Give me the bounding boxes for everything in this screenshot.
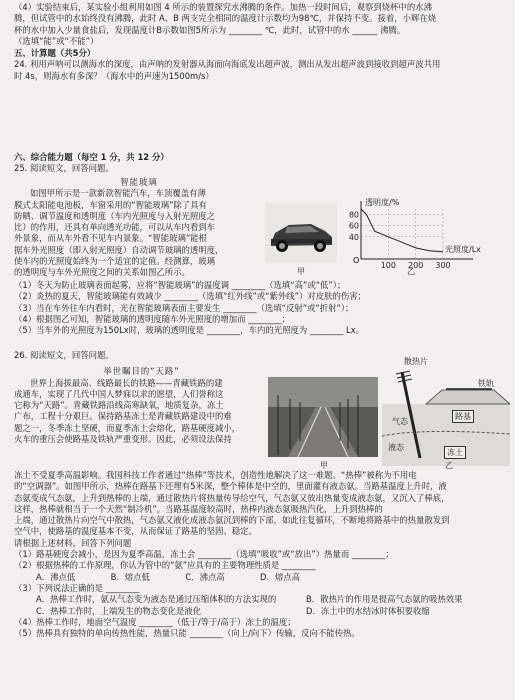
q26-para2-line: 空气中，使路基的温度基本不变，从而保证了路基的坚固、稳定。 [14,526,257,537]
q4-line4: （选填“能”或“不能”） [14,35,99,46]
q24-line2: 时 4s，则海水有多深？（海水中的声速为1500m/s） [14,70,214,81]
heat-pipe-diagram [382,358,510,466]
q25-para-line: 据车外光照度（即入射光照度）自动调节玻璃的透明度， [14,244,224,255]
q25-intro: 25. 阅读短文，回答问题。 [14,163,114,174]
caption-yi: 乙 [407,267,415,276]
q4-line1: （4）实验结束后，某实验小组利用如图 4 所示的装置探究水沸腾的条件。加热一段时间后，观察到烧杯中的水沸 [14,2,432,12]
label-liquid: 液态 [388,443,404,452]
q26-ask: 请根据上述材料，回答下列问题 [14,537,132,548]
q25-item: （4）根据图乙可知，智能玻璃的透明度随车外光照度的增加而 ________； [14,313,290,324]
q25-para-line: 的透明度与车外光照度之间的关系如图乙所示。 [14,267,190,278]
y-tick-label: 40 [348,232,359,242]
x-tick-label: 200 [408,261,424,270]
chart-xlabel: 光照度/Lx [445,245,481,254]
y-tick-label: 80 [348,210,359,220]
transparency-graph [345,197,495,272]
q25-item: （2）炎热的夏天，智能玻璃能有效减少 ________（选填“红外线”或“紫外线”）对皮肤的伤害； [14,291,366,302]
label-gas: 气态 [392,417,408,426]
q26-para2-line: 态氨变成气态氨，上升到热棒的上端，通过散热片将热量传导给空气，气态氨又放出热量变成液态氨，又沉入了棒底， [14,492,450,503]
q26-para-line: 成通车，实现了几代中国人梦寐以求的愿望，人们誉称这 [14,388,224,399]
q25-para-line: 外景象，而从车外看不见车内景象。“智能玻璃”能根 [14,233,207,244]
question-4 [14,2,508,47]
q26-para-line: 火车的重压会使路基及铁轨严重变形。因此，必须设法保持 [14,434,232,445]
section-5 [14,48,508,82]
q25-para-line: 如图甲所示是一款新款智能汽车，车顶覆盖有薄 [30,188,206,199]
q25-questions [14,280,508,336]
q26-item: （3）下列说法正确的是 ________ [14,582,140,593]
q25-passage [14,177,264,279]
railway-photo [268,377,378,457]
section-6 [14,152,508,175]
q26-item-5: （5）热棒具有独特的单向传热性能，热量只能 ________（向上/向下）传输，反向不能传热。 [14,628,360,639]
q3-option-c[interactable]: C．热棒工作时，上端发生的物态变化是液化 [36,605,201,616]
q26-para2-line: 的“空调器”。如图甲所示，热棒在路基下还埋有5米深，整个棒体是中空的，里面灌有液态氨。当路基温度上升时，液 [14,481,447,492]
option-b[interactable]: B．熔点低 [110,571,150,582]
label-fin: 散热片 [404,357,428,366]
y-tick-label: 60 [348,221,359,231]
q26-item: （2）根据热棒的工作原理，你认为管中的“氨”应具有的主要物理性质是 ________ [14,560,316,571]
q26-passage-cont [14,470,508,639]
car-photo [265,203,337,263]
transparency-chart [345,197,495,272]
label-roadbed: 路基 [452,410,474,423]
label-permafrost: 冻土 [444,446,466,459]
x-tick-label: 100 [380,261,396,270]
q25-title: 智能玻璃 [120,177,158,187]
option-a[interactable]: A．沸点低 [36,571,76,582]
chart-origin: O [353,256,360,265]
transparency-curve [361,209,443,252]
x-tick-label: 300 [435,261,451,270]
diagram-caption-yi: 乙 [445,461,453,470]
chart-ylabel: 透明度/% [365,198,400,207]
label-rail: 铁轨 [478,379,494,388]
section-6-heading: 六、综合能力题（每空 1 分，共 12 分） [14,152,169,162]
q25-item: （5）当车外的光照度为150Lx时，玻璃的透明度是 ________，车内的光照度为 ________ Lx。 [14,325,365,336]
q26-para-line: 广布，工程十分艰巨。保持路基冻土是青藏铁路建设中的难 [14,411,232,422]
q25-para-line: 使车内的光照度始终为一个适宜的定值。经测算，玻璃 [14,256,215,267]
option-c[interactable]: C．沸点高 [185,571,225,582]
q3-option-a[interactable]: A．热棒工作时，氨从气态变为液态是通过压缩体积的方法实现的 [36,594,277,605]
q26-passage [14,350,269,445]
q26-para-line: 它称为“天路”。青藏铁路沿线高寒缺氧，地质复杂，冻土 [14,400,224,411]
q4-line3: 杯的水中加入少量食盐后，发现温度计B示数如图5所示为 ________ ℃，此时，试管中的水 ______ 沸腾。 [14,24,406,35]
q25-item: （3）当在车外往车内看时，光在智能玻璃表面主要发生 ________（选填“反射”或“折射”）； [14,302,354,313]
q25-para-line: 比）的作用，还具有单向透光功能，可以从车内看到车 [14,222,215,233]
q4-line2: 腾，但试管中的水始终没有沸腾，此时 A、B 两支完全相同的温度计示数均为98℃，并保持不变。接着，小辉在烧 [14,13,437,24]
q26-q3-options-row1 [14,594,508,605]
q26-para2-line: 这样，热棒就相当于一个天然“制冷机”。当路基温度较高时，热棒内液态氨吸热汽化，上升到热棒的 [14,503,383,514]
q25-para-line: 防晒、调节温度和透明度（车内光照度与入射光照度之 [14,210,215,221]
q26-title: 举世瞩目的“天路” [103,366,180,377]
q25-item: （1）冬天为防止玻璃表面起雾，应将“智能玻璃”的温度调 ________（选填“高”或“低”）； [14,280,346,290]
q24-line1: 24. 利用声呐可以测海水的深度，由声呐的发射器从海面向海底发出超声波，测出从发出超声波到接收到超声波共用 [14,59,441,70]
caption-jia: 甲 [297,267,305,276]
railway-caption-jia: 甲 [320,461,328,470]
q26-para-line: 题之一，冬季冻土坚硬，而夏季冻土会熔化，路基硬度减小， [14,422,241,433]
q26-item-4: （4）热棒工作时，地面空气温度 ________（低于/等于/高于）冻土的温度； [14,616,296,627]
q26-para-line: 世界上海拔最高、线路最长的铁路——青藏铁路的建 [30,377,223,388]
q26-q3-options-row2 [14,606,508,617]
q26-q2-options [14,572,508,583]
option-d[interactable]: D．熔点高 [260,571,300,582]
q26-intro: 26. 阅读短文，回答问题。 [14,350,114,360]
q25-para-line: 膜式太阳能电池板，车窗采用的“智能玻璃”除了具有 [14,199,207,210]
q26-item: （1）路基硬度会减小，是因为夏季高温，冻土会 ________（选填“吸收”或“放出”）热量而 ________； [14,549,394,560]
q26-para2-line: 上端，通过散热片向空气中散热，气态氨又液化成液态氨沉到棒的下部，如此往复循环，不断地将路基中的热量散发到 [14,515,450,526]
q3-option-b[interactable]: B．散热片的作用是提高气态氨的吸热效果 [306,594,463,605]
q3-option-d[interactable]: D．冻土中的水结冰时体积要收缩 [306,605,430,616]
section-5-heading: 五、计算题（共5分） [14,48,96,58]
q26-para2-line: 冻土不受夏季高温影响。我国科技工作者通过“热棒”等技术，创造性地解决了这一难题。“热棒”被称为不用电 [14,470,417,480]
